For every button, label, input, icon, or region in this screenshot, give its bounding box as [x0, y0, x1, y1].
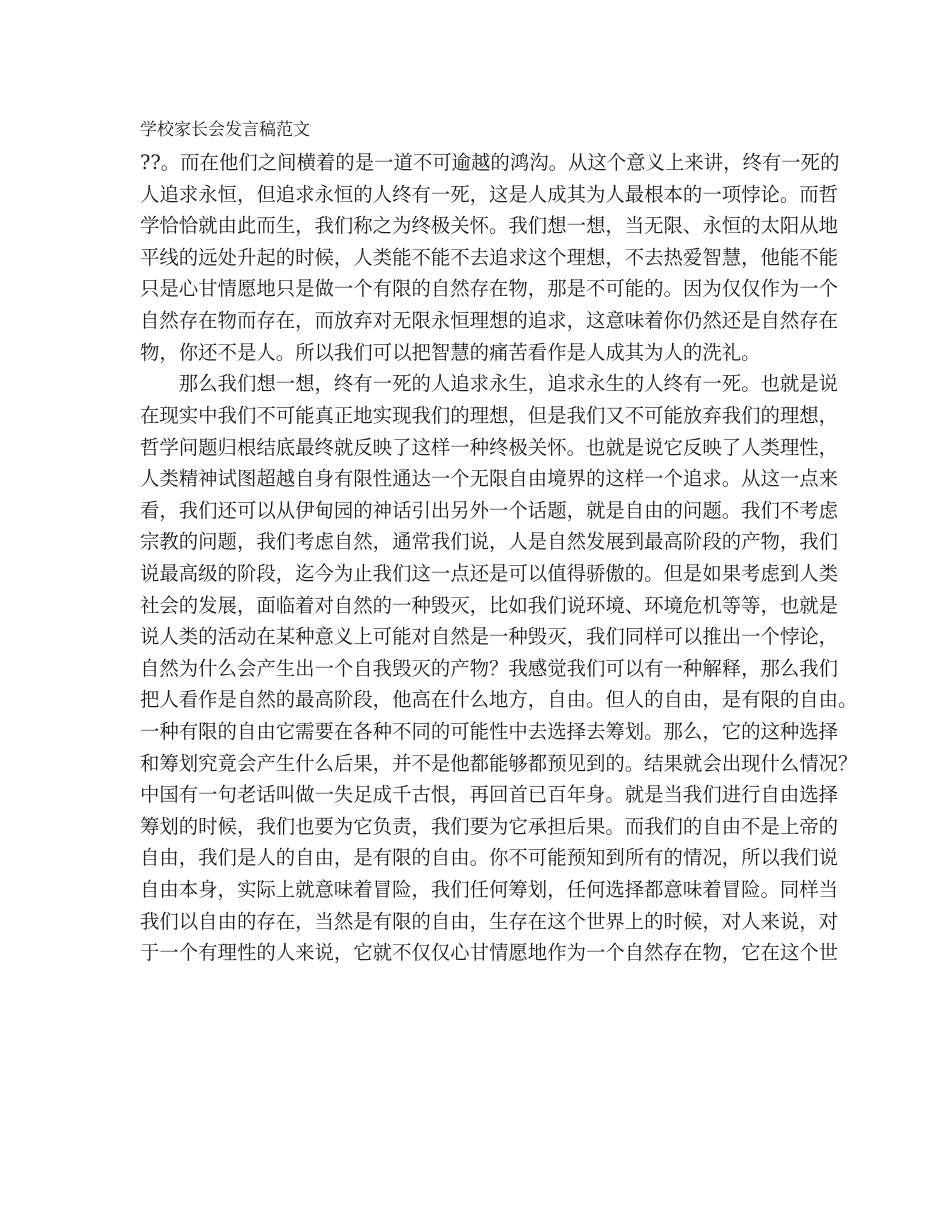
- text-line: 说最高级的阶段，迄今为止我们这一点还是可以值得骄傲的。但是如果考虑到人类: [140, 562, 839, 585]
- text-line: 人追求永恒，但追求永恒的人终有一死，这是人成其为人最根本的一项悖论。而哲: [140, 183, 839, 206]
- text-line: 筹划的时候，我们也要为它负责，我们要为它承担后果。而我们的自由不是上帝的: [140, 815, 839, 838]
- text-line: 于一个有理性的人来说，它就不仅仅心甘情愿地作为一个自然存在物，它在这个世: [140, 941, 839, 964]
- text-line: 平线的远处升起的时候，人类能不能不去追求这个理想，不去热爱智慧，他能不能: [140, 246, 839, 269]
- text-line: 自由本身，实际上就意味着冒险，我们任何筹划，任何选择都意味着冒险。同样当: [140, 878, 839, 901]
- text-line: 自然为什么会产生出一个自我毁灭的产物？我感觉我们可以有一种解释，那么我们: [140, 657, 839, 680]
- text-line: ??。而在他们之间横着的是一道不可逾越的鸿沟。从这个意义上来讲，终有一死的: [140, 151, 840, 174]
- text-line: 自然存在物而存在，而放弃对无限永恒理想的追求，这意味着你仍然还是自然存在: [140, 309, 839, 332]
- text-line: 在现实中我们不可能真正地实现我们的理想，但是我们又不可能放弃我们的理想，: [140, 404, 839, 427]
- text-line: 说人类的活动在某种意义上可能对自然是一种毁灭，我们同样可以推出一个悖论，: [140, 625, 839, 648]
- text-line: 那么我们想一想，终有一死的人追求永生，追求永生的人终有一死。也就是说: [140, 372, 839, 395]
- text-line: 和筹划究竟会产生什么后果，并不是他都能够都预见到的。结果就会出现什么情况？: [140, 752, 858, 775]
- text-line: 人类精神试图超越自身有限性通达一个无限自由境界的这样一个追求。从这一点来: [140, 467, 839, 490]
- text-line: 我们以自由的存在，当然是有限的自由，生存在这个世界上的时候，对人来说，对: [140, 910, 839, 933]
- text-line: 宗教的问题，我们考虑自然，通常我们说，人是自然发展到最高阶段的产物，我们: [140, 530, 839, 553]
- text-line: 看，我们还可以从伊甸园的神话引出另外一个话题，就是自由的问题。我们不考虑: [140, 499, 839, 522]
- text-line: 物，你还不是人。所以我们可以把智慧的痛苦看作是人成其为人的洗礼。: [140, 341, 761, 364]
- text-line: 社会的发展，面临着对自然的一种毁灭，比如我们说环境、环境危机等等，也就是: [140, 594, 839, 617]
- text-line: 一种有限的自由它需要在各种不同的可能性中去选择去筹划。那么，它的这种选择: [140, 720, 839, 743]
- text-line: 只是心甘情愿地只是做一个有限的自然存在物，那是不可能的。因为仅仅作为一个: [140, 277, 839, 300]
- text-line: 学恰恰就由此而生，我们称之为终极关怀。我们想一想，当无限、永恒的太阳从地: [140, 214, 839, 237]
- text-line: 哲学问题归根结底最终就反映了这样一种终极关怀。也就是说它反映了人类理性，: [140, 436, 839, 459]
- text-line: 中国有一句老话叫做一失足成千古恨，再回首已百年身。就是当我们进行自由选择: [140, 783, 839, 806]
- text-line: 把人看作是自然的最高阶段，他高在什么地方，自由。但人的自由，是有限的自由。: [140, 688, 858, 711]
- text-line: 自由，我们是人的自由，是有限的自由。你不可能预知到所有的情况，所以我们说: [140, 846, 839, 869]
- document-title: 学校家长会发言稿范文: [140, 120, 310, 140]
